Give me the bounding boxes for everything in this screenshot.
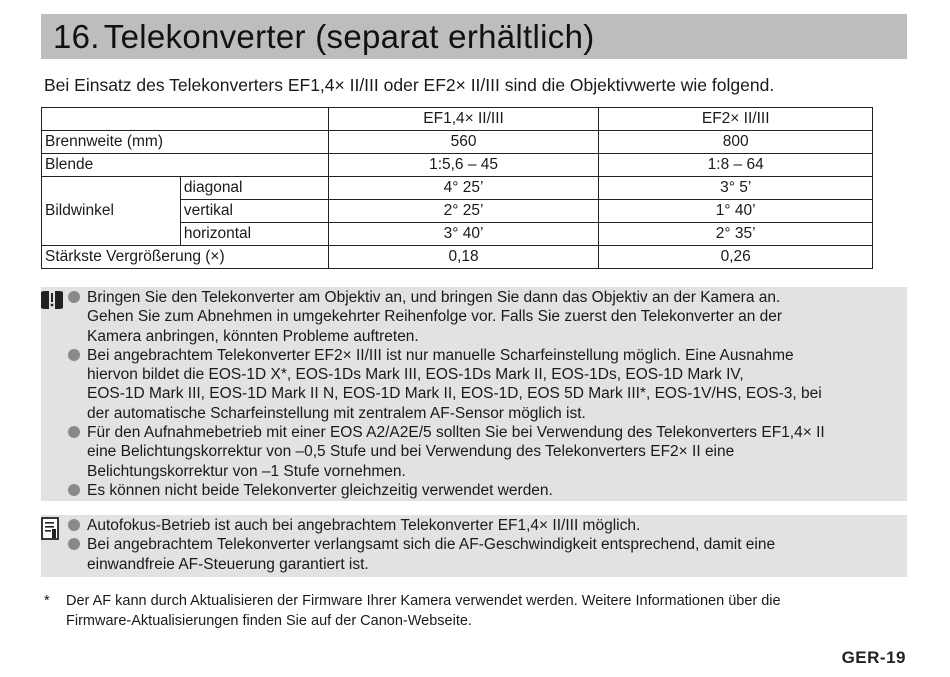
row-label-focal: Brennweite (mm) bbox=[42, 131, 329, 154]
intro-text: Bei Einsatz des Telekonverters EF1,4× II/III oder EF2× II/III sind die Objektivwerte wie folgend. bbox=[44, 75, 775, 95]
list-item: Bei angebrachtem Telekonverter EF2× II/III ist nur manuelle Scharfeinstellung möglich. Eine Ausnahme hiervon bildet die EOS-1D X*, EOS-1Ds Mark III, EOS-1Ds Mark II, EOS-1Ds, EOS-1D Mark IV, EOS-1D Mark III, EOS-1D Mark II N, EOS-1D Mark II, EOS-1D, EOS 5D Mark III*, EOS-1V/HS, EOS-3, bei der automatische Scharfeinstellung mit zentralem AF-Sensor möglich ist. bbox=[67, 346, 907, 423]
table-row bbox=[42, 177, 873, 200]
bullet-dot-icon bbox=[68, 291, 80, 303]
caution-box bbox=[41, 287, 907, 501]
note-box bbox=[41, 515, 907, 577]
memo-icon bbox=[41, 517, 61, 546]
row-label-angle: Bildwinkel bbox=[42, 177, 181, 246]
list-item: Für den Aufnahmebetrieb mit einer EOS A2/A2E/5 sollten Sie bei Verwendung des Telekonverters EF1,4× II eine Belichtungskorrektur von –0,5 Stufe und bei Verwendung des Telekonverters EF2× II eine Belichtungskorrektur von –1 Stufe vornehmen. bbox=[67, 423, 907, 481]
cell-value: 800 bbox=[599, 131, 873, 154]
bullet-dot-icon bbox=[68, 426, 80, 438]
cell-value: 2° 25’ bbox=[328, 200, 599, 223]
page-number: GER-19 bbox=[841, 648, 906, 667]
lens-specs-table bbox=[41, 107, 873, 269]
header-ef2: EF2× II/III bbox=[599, 108, 873, 131]
header-ef14: EF1,4× II/III bbox=[328, 108, 599, 131]
section-title bbox=[41, 14, 907, 59]
list-item: Bei angebrachtem Telekonverter verlangsamt sich die AF-Geschwindigkeit entsprechend, damit eine einwandfreie AF-Steuerung garantiert ist. bbox=[67, 535, 907, 574]
list-item: Autofokus-Betrieb ist auch bei angebrachtem Telekonverter EF1,4× II/III möglich. bbox=[67, 516, 907, 535]
notes-list bbox=[67, 516, 907, 574]
table-row bbox=[42, 154, 873, 177]
row-label-aperture: Blende bbox=[42, 154, 329, 177]
cell-value: 3° 5’ bbox=[599, 177, 873, 200]
section-title-text: Telekonverter (separat erhältlich) bbox=[103, 17, 595, 55]
cell-value: 560 bbox=[328, 131, 599, 154]
table-header-row bbox=[42, 108, 873, 131]
row-label-magnification: Stärkste Vergrößerung (×) bbox=[42, 246, 329, 269]
cell-value: 1:8 – 64 bbox=[599, 154, 873, 177]
cell-value: 0,18 bbox=[328, 246, 599, 269]
cell-value: 2° 35’ bbox=[599, 223, 873, 246]
bullet-dot-icon bbox=[68, 484, 80, 496]
cell-value: 3° 40’ bbox=[328, 223, 599, 246]
table-row bbox=[42, 131, 873, 154]
bullet-dot-icon bbox=[68, 538, 80, 550]
table-row bbox=[42, 246, 873, 269]
list-item: Bringen Sie den Telekonverter am Objektiv an, und bringen Sie dann das Objektiv an der Kamera an. Gehen Sie zum Abnehmen in umgekehrter Reihenfolge vor. Falls Sie zuerst den Telekonverter an der Kamera anbringen, könnten Probleme auftreten. bbox=[67, 288, 907, 346]
cell-value: 1:5,6 – 45 bbox=[328, 154, 599, 177]
footnote-mark: * bbox=[44, 593, 50, 609]
row-sublabel-horizontal: horizontal bbox=[180, 223, 328, 246]
section-number: 16. bbox=[53, 17, 100, 55]
caution-list bbox=[67, 288, 907, 500]
cell-value: 0,26 bbox=[599, 246, 873, 269]
row-sublabel-diagonal: diagonal bbox=[180, 177, 328, 200]
footnote-text: Der AF kann durch Aktualisieren der Firmware Ihrer Kamera verwendet werden. Weitere Informationen über die Firmware-Aktualisierungen finden Sie auf der Canon-Webseite. bbox=[66, 593, 781, 629]
list-item: Es können nicht beide Telekonverter gleichzeitig verwendet werden. bbox=[67, 481, 907, 500]
caution-icon bbox=[41, 289, 63, 316]
bullet-dot-icon bbox=[68, 349, 80, 361]
cell-value: 1° 40’ bbox=[599, 200, 873, 223]
bullet-dot-icon bbox=[68, 519, 80, 531]
cell-value: 4° 25’ bbox=[328, 177, 599, 200]
table-corner-cell bbox=[42, 108, 329, 131]
row-sublabel-vertical: vertikal bbox=[180, 200, 328, 223]
